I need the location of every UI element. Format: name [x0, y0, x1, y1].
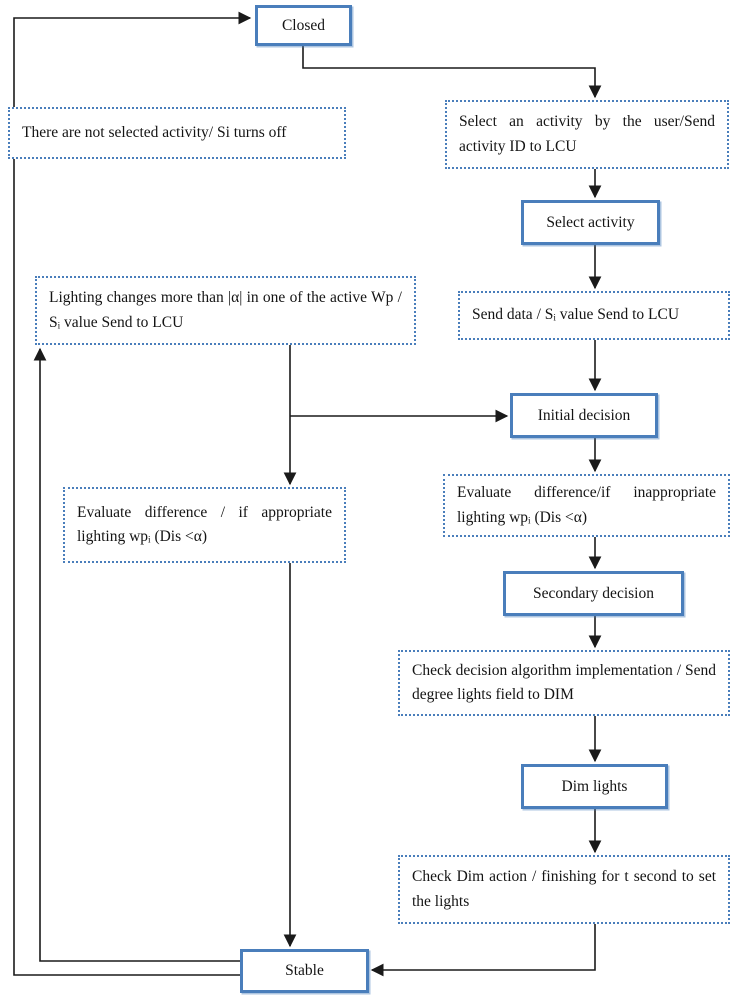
condition-check-decision-algorithm — [398, 650, 730, 716]
condition-evaluate-appropriate-label: Evaluate difference / if appropriate lighting wpᵢ (Dis <α) — [77, 503, 332, 545]
state-stable — [240, 949, 369, 993]
state-closed-label: Closed — [281, 16, 326, 34]
condition-select-activity-by-user-label: Select an activity by the user/Send activity ID to LCU — [459, 113, 715, 155]
condition-evaluate-inappropriate-label: Evaluate difference/if inappropriate lighting wpᵢ (Dis <α) — [457, 484, 716, 526]
condition-check-dim-action — [398, 855, 730, 924]
edge-closed-to-select-label — [303, 46, 595, 97]
state-select-activity-label: Select activity — [546, 213, 635, 231]
state-closed — [255, 5, 352, 46]
condition-lighting-changes-label: Lighting changes more than |α| in one of the active Wp / Sᵢ value Send to LCU — [49, 289, 402, 331]
condition-select-activity-by-user — [445, 100, 729, 169]
edge-check-dim-to-stable — [372, 924, 595, 970]
condition-no-selected-activity-label: There are not selected activity/ Si turns off — [22, 123, 287, 141]
condition-send-data-label: Send data / Sᵢ value Send to LCU — [472, 306, 680, 324]
edge-stable-to-lighting-changes — [40, 349, 240, 961]
state-initial-decision-label: Initial decision — [537, 406, 631, 424]
state-secondary-decision — [503, 571, 684, 616]
condition-check-dim-action-label: Check Dim action / finishing for t second to set the lights — [412, 868, 716, 910]
condition-send-data — [458, 291, 730, 340]
condition-evaluate-inappropriate — [443, 474, 730, 537]
state-stable-label: Stable — [285, 962, 324, 979]
state-secondary-decision-label: Secondary decision — [533, 584, 654, 602]
condition-no-selected-activity — [8, 107, 346, 159]
condition-evaluate-appropriate — [63, 487, 346, 563]
state-dim-lights-label: Dim lights — [561, 777, 628, 795]
state-initial-decision — [510, 393, 658, 438]
condition-lighting-changes — [35, 276, 416, 345]
state-dim-lights — [521, 764, 668, 809]
state-select-activity — [521, 200, 660, 245]
condition-check-decision-algorithm-label: Check decision algorithm implementation / Send degree lights field to DIM — [412, 661, 716, 703]
